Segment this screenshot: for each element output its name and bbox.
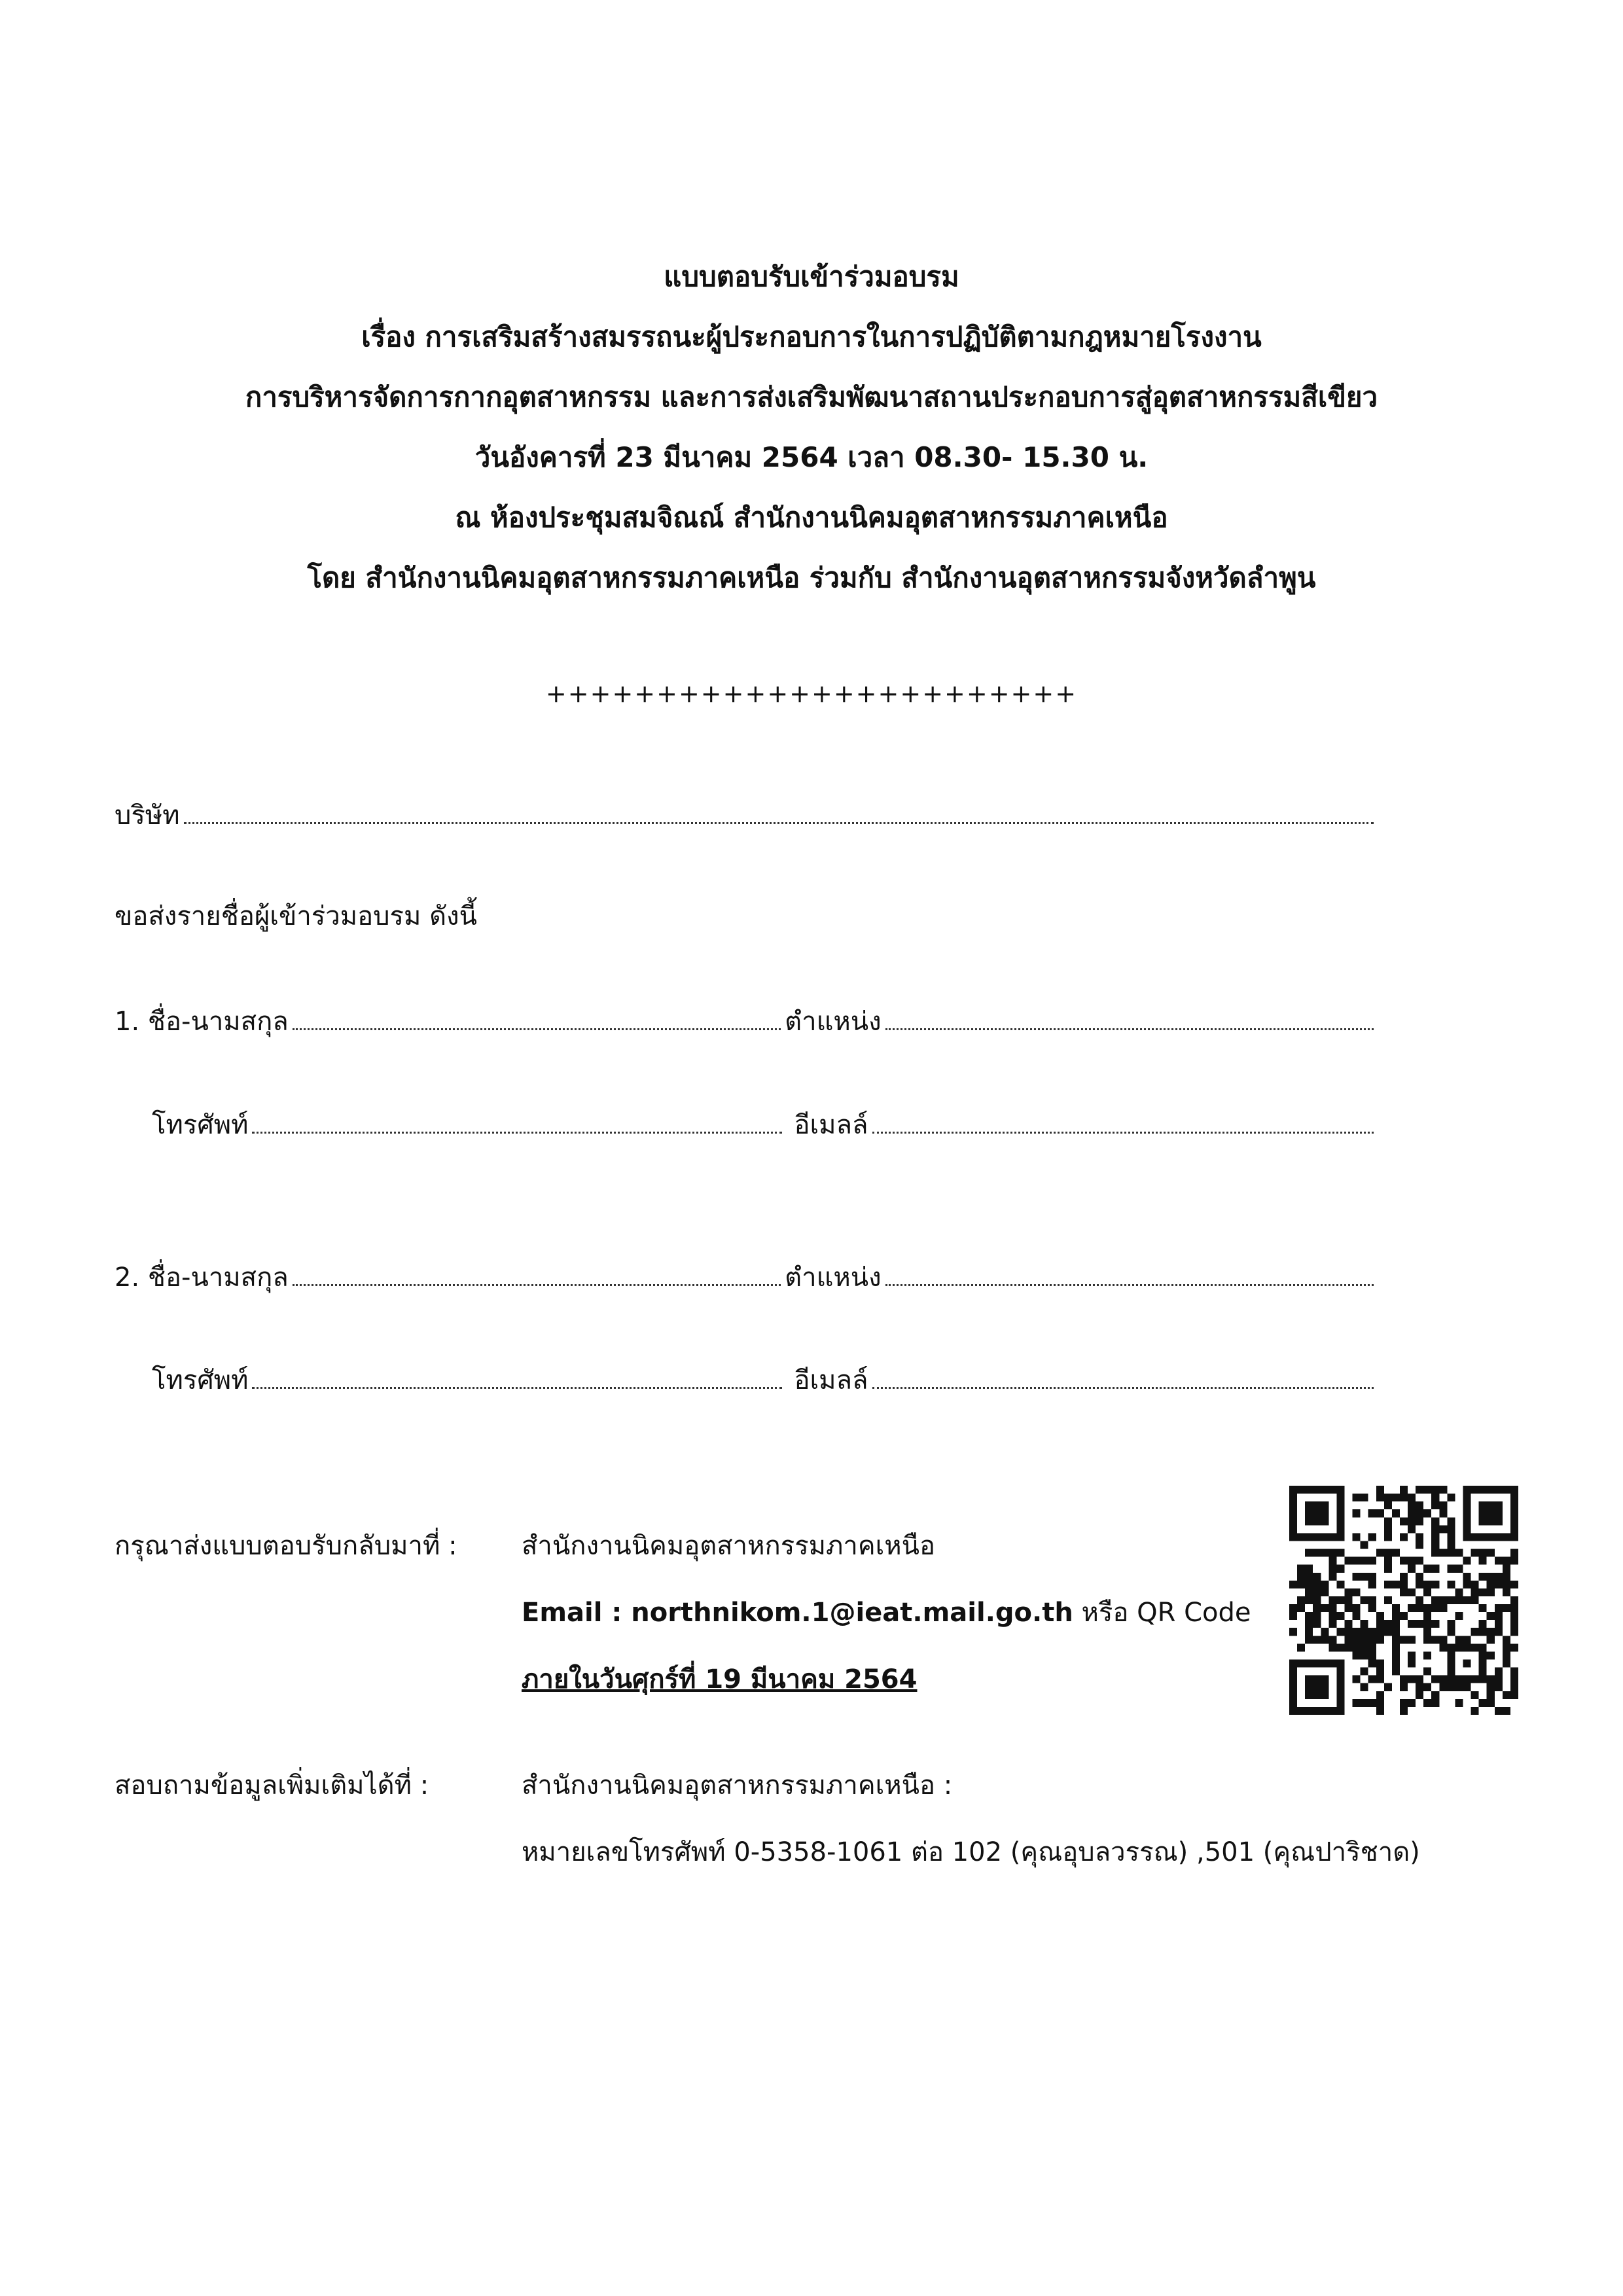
subject-line-2: การบริหารจัดการกากอุตสาหกรรม และการส่งเสริมพัฒนาสถานประกอบการสู่อุตสาหกรรมสีเขียว	[245, 381, 1378, 413]
contact-office: สำนักงานนิคมอุตสาหกรรมภาคเหนือ :	[522, 1770, 953, 1801]
return-label: กรุณาส่งแบบตอบรับกลับมาที่ :	[115, 1531, 457, 1561]
intro-text: ขอส่งรายชื่อผู้เข้าร่วมอบรม ดังนี้	[115, 901, 477, 931]
participant-2-email-label: อีเมลล์	[794, 1365, 868, 1395]
participant-1-email-field[interactable]	[872, 1103, 1374, 1134]
participant-2-position-label: ตำแหน่ง	[785, 1263, 882, 1293]
return-email[interactable]: Email : northnikom.1@ieat.mail.go.th	[522, 1598, 1073, 1628]
form-title: แบบตอบรับเข้าร่วมอบรม	[664, 260, 959, 293]
organizer-line: โดย สำนักงานนิคมอุตสาหกรรมภาคเหนือ ร่วมกับ สำนักงานอุตสาหกรรมจังหวัดลำพูน	[307, 562, 1316, 594]
participant-1-phone-field[interactable]	[252, 1103, 782, 1134]
contact-label: สอบถามข้อมูลเพิ่มเติมได้ที่ :	[115, 1770, 429, 1801]
participant-1-name-label: 1. ชื่อ-นามสกุล	[115, 1007, 289, 1037]
participant-2-name-row	[115, 1255, 1378, 1297]
participant-2-phone-label: โทรศัพท์	[152, 1365, 249, 1395]
deadline-text: ภายในวันศุกร์ที่ 19 มีนาคม 2564	[522, 1664, 918, 1695]
participant-2-phone-field[interactable]	[252, 1358, 782, 1389]
participant-2-name-field[interactable]	[293, 1255, 781, 1286]
return-email-line	[522, 1593, 1251, 1632]
participant-1-contact-row	[152, 1103, 1378, 1145]
participant-1-name-row	[115, 999, 1378, 1041]
return-office: สำนักงานนิคมอุตสาหกรรมภาคเหนือ	[522, 1531, 936, 1561]
participant-1-name-field[interactable]	[293, 999, 781, 1030]
qr-code-icon[interactable]	[1289, 1486, 1518, 1715]
participant-1-email-label: อีเมลล์	[794, 1110, 868, 1140]
or-qr-text: หรือ QR Code	[1073, 1598, 1251, 1628]
contact-phone: หมายเลขโทรศัพท์ 0-5358-1061 ต่อ 102 (คุณอุบลวรรณ) ,501 (คุณปาริชาด)	[522, 1837, 1420, 1867]
separator-line: ++++++++++++++++++++++++	[545, 679, 1078, 708]
company-row	[115, 793, 1378, 835]
venue-line: ณ ห้องประชุมสมจิณณ์ สำนักงานนิคมอุตสาหกรรมภาคเหนือ	[455, 501, 1168, 533]
participant-1-phone-label: โทรศัพท์	[152, 1110, 249, 1140]
date-time-line: วันอังคารที่ 23 มีนาคม 2564 เวลา 08.30- 15.30 น.	[474, 441, 1149, 473]
company-label: บริษัท	[115, 800, 180, 831]
subject-line: เรื่อง การเสริมสร้างสมรรถนะผู้ประกอบการในการปฏิบัติตามกฎหมายโรงงาน	[361, 321, 1262, 353]
participant-2-position-field[interactable]	[885, 1255, 1374, 1286]
participant-2-email-field[interactable]	[872, 1358, 1374, 1389]
participant-2-contact-row	[152, 1358, 1378, 1400]
participant-1-position-label: ตำแหน่ง	[785, 1007, 882, 1037]
participant-1-position-field[interactable]	[885, 999, 1374, 1030]
participant-2-name-label: 2. ชื่อ-นามสกุล	[115, 1263, 289, 1293]
return-deadline	[522, 1660, 917, 1699]
company-field[interactable]	[184, 793, 1374, 824]
